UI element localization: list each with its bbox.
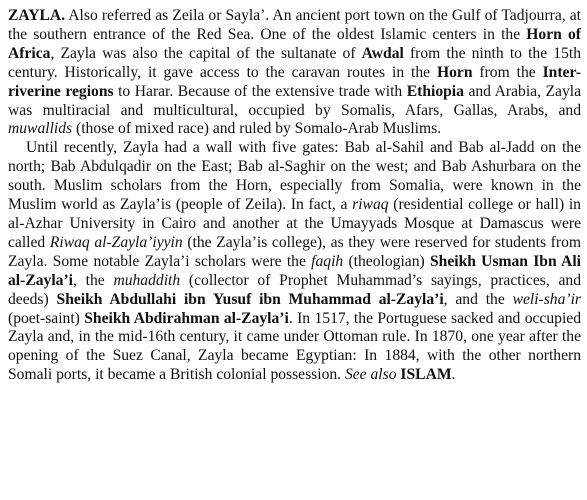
cross-reference: Sheikh Abdullahi ibn Yusuf ibn Muhammad al-Zayla’i [56,290,444,308]
entry-paragraph-2 [8,139,581,385]
text-run: , the [72,271,114,289]
italic-term: Riwaq al-Zayla’iyyin [49,233,183,251]
text-run: , and the [443,290,513,308]
cross-reference: Sheikh Abdirahman al-Zayla’i [84,309,289,327]
text-run: (theologian) [343,252,430,270]
entry-paragraph-1 [8,7,581,139]
cross-reference: Horn of Africa [8,25,581,62]
encyclopedia-entry-zayla [0,7,587,385]
cross-reference: Ethiopia [406,82,464,100]
cross-reference: Sheikh Usman Ibn Ali al-Zayla’i [8,252,581,289]
text-run: (residential college or hall) in al-Azhar University in Cairo and another at the Umayyads Mosque at Damascus were called [8,196,581,251]
text-run: Also referred as Zeila or Sayla’. An ancient port town on the Gulf of Tadjourra, at the southern entrance of the Red Sea. One of the oldest Islamic centers in the [8,7,581,43]
cross-reference: Horn [436,63,473,81]
italic-term: muwallids [8,120,73,138]
text-run: Until recently, Zayla had a wall with five gates: Bab al-Sahil and Bab al-Jadd on the north; Bab Abdulqadir on the East; Bab al-Saghir on the west; and Bab Ashurbara on the south. Muslim scholars from the Horn, especially from Somalia, were known in the Muslim world as Zayla’is (people of Zeila). In fact, a [8,139,581,214]
text-run: from the [472,63,543,81]
text-run: . [451,366,456,384]
see-also-label: See also [344,366,397,384]
text-run: (those of mixed race) and ruled by Somalo-Arab Muslims. [72,120,442,138]
text-run: to Harar. Because of the extensive trade with [113,82,407,100]
cross-reference: ISLAM [400,366,452,384]
cross-reference: Inter-riverine regions [8,63,581,100]
italic-term: weli-sha’ir [512,290,581,308]
text-run: (collector of Prophet Muhammad’s sayings, practices, and deeds) [8,271,581,308]
entry-headword: ZAYLA. [8,7,66,24]
text-run: from the ninth to the 15th century. Historically, it gave access to the caravan routes in the [8,44,582,81]
italic-term: muhaddith [113,271,181,289]
cross-reference: Awdal [361,44,404,62]
text-run: , Zayla was also the capital of the sultanate of [50,44,362,62]
text-run: (the Zayla’is college), as they were reserved for students from Zayla. Some notable Zayla’i scholars were the [8,233,581,270]
text-run: (poet-saint) [8,309,85,327]
text-run: . In 1517, the Portuguese sacked and occupied Zayla and, in the mid-16th century, it came under Ottoman rule. In 1870, one year after the opening of the Suez Canal, Zayla became Egyptian: In 1884, with the other northern Somali ports, it became a British colonial possession. [8,309,581,384]
italic-term: faqih [311,252,344,270]
text-run: and Arabia, Zayla was multiracial and multicultural, occupied by Somalis, Afars, Gallas, Arabs, and [8,82,581,119]
italic-term: riwaq [352,196,389,214]
